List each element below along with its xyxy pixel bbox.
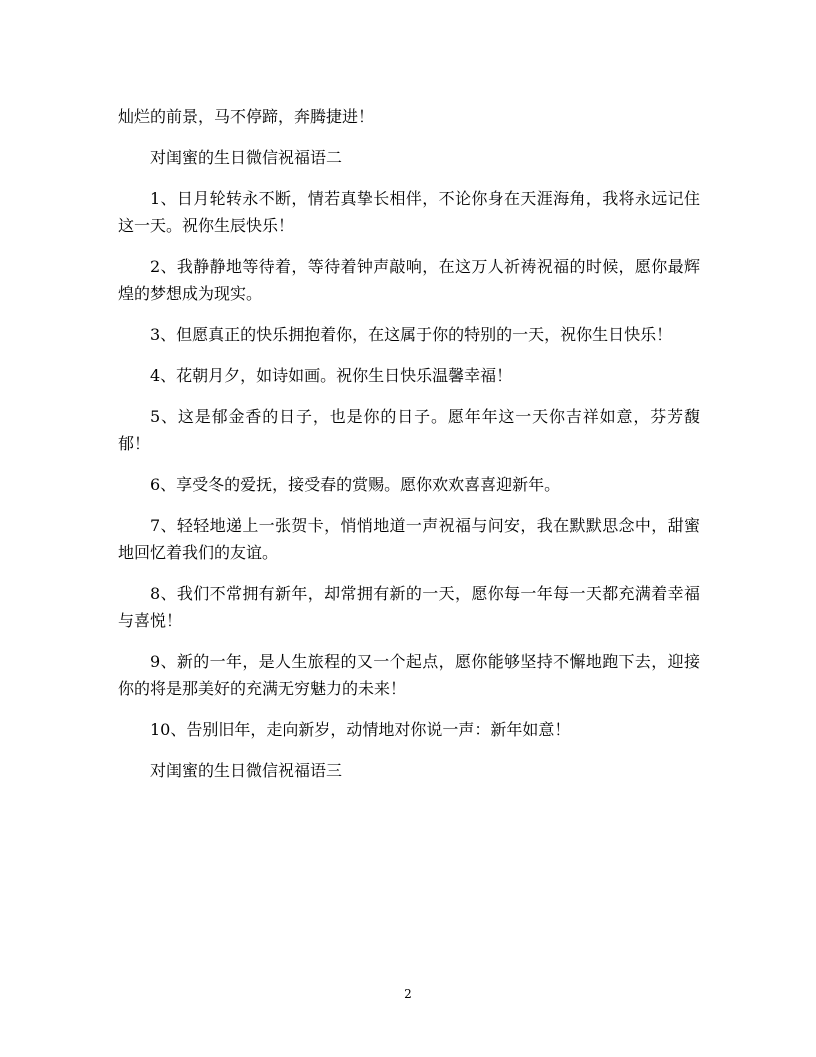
wish-item-6: 6、享受冬的爱抚，接受春的赏赐。愿你欢欢喜喜迎新年。 [150,475,561,494]
wish-item-5: 5、这是郁金香的日子，也是你的日子。愿年年这一天你吉祥如意，芬芳馥郁！ [118,407,700,453]
wish-item-7: 7、轻轻地递上一张贺卡，悄悄地道一声祝福与问安，我在默默思念中，甜蜜地回忆着我们的友谊。 [118,516,700,562]
wish-item-10: 10、告别旧年，走向新岁，动情地对你说一声：新年如意！ [150,720,571,739]
wish-item-2: 2、我静静地等待着，等待着钟声敲响，在这万人祈祷祝福的时候，愿你最辉煌的梦想成为现实。 [118,257,700,303]
section-heading-three: 对闺蜜的生日微信祝福语三 [150,761,343,780]
section-heading-two: 对闺蜜的生日微信祝福语二 [150,148,343,167]
paragraph-continued: 灿烂的前景，马不停蹄，奔腾捷进！ [118,107,375,126]
wish-item-9: 9、新的一年，是人生旅程的又一个起点，愿你能够坚持不懈地跑下去，迎接你的将是那美好的充满无穷魅力的未来！ [118,652,700,698]
wish-item-3: 3、但愿真正的快乐拥抱着你，在这属于你的特别的一天，祝你生日快乐！ [150,325,673,344]
page-number: 2 [404,987,412,1001]
wish-item-4: 4、花朝月夕，如诗如画。祝你生日快乐温馨幸福！ [150,366,513,385]
wish-item-8: 8、我们不常拥有新年，却常拥有新的一天，愿你每一年每一天都充满着幸福与喜悦！ [118,584,700,630]
wish-item-1: 1、日月轮转永不断，情若真挚长相伴，不论你身在天涯海角，我将永远记住这一天。祝你生辰快乐！ [118,189,700,235]
text-body [118,103,700,798]
